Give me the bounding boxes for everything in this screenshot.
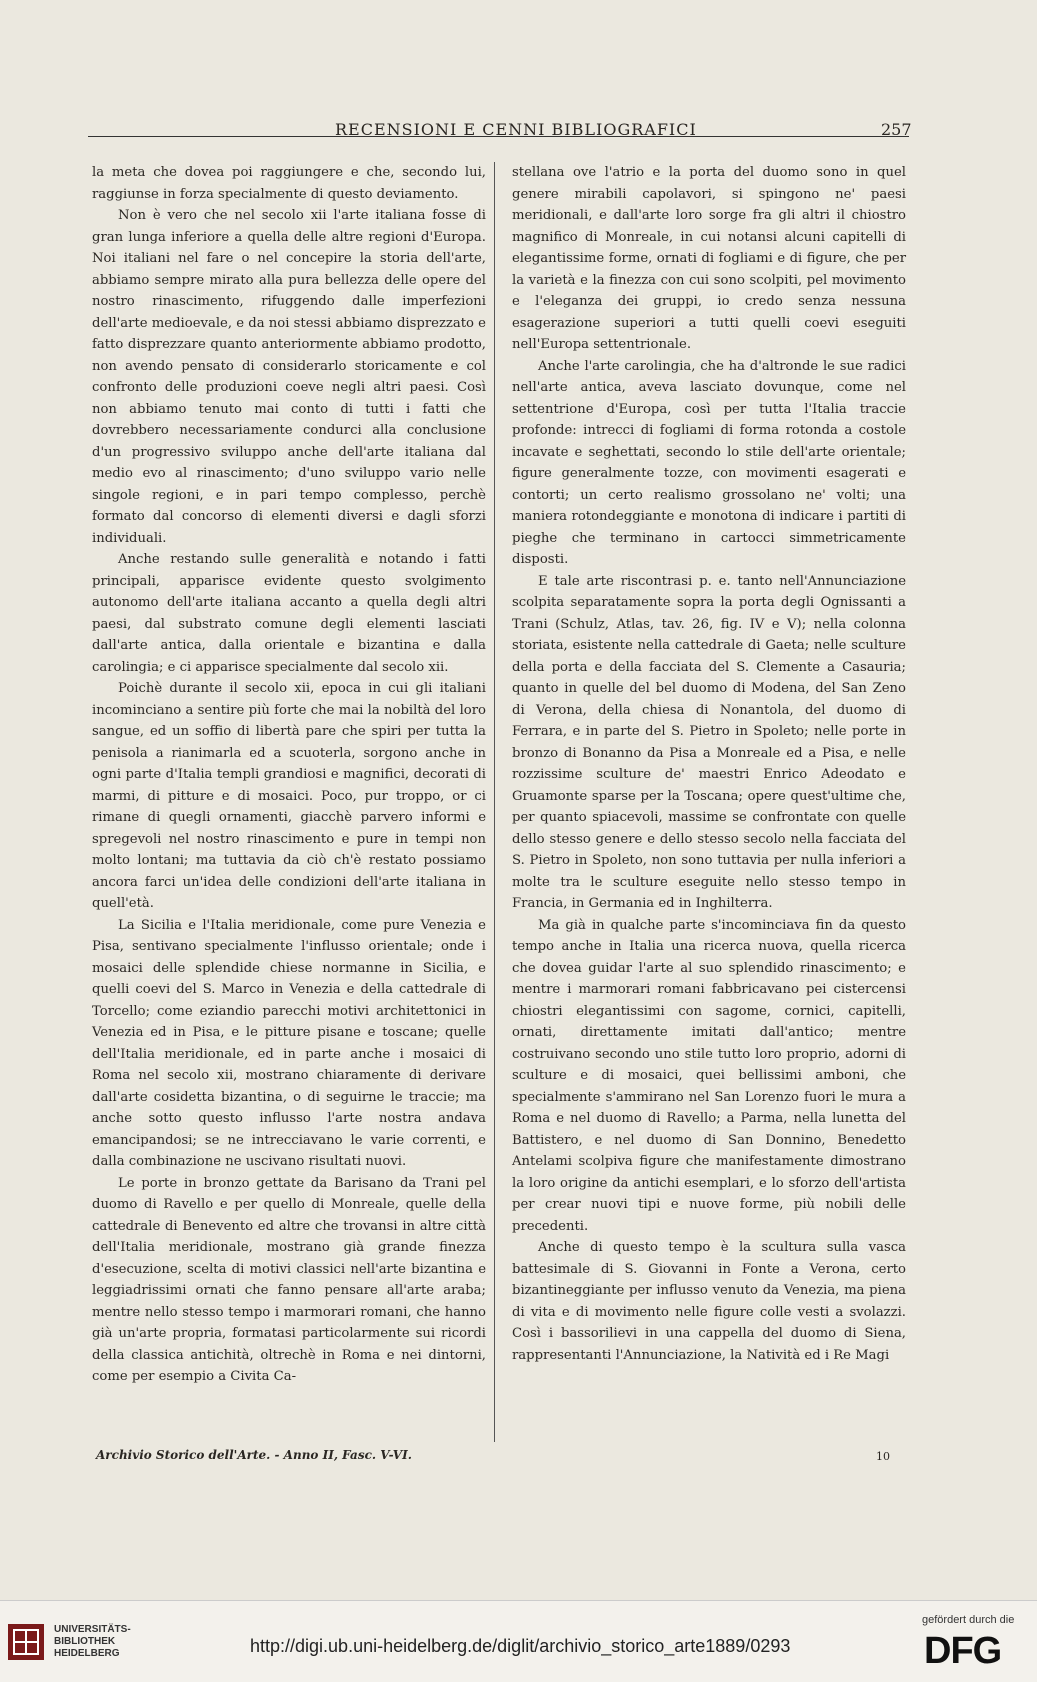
paragraph: Anche restando sulle generalità e notando i fatti principali, apparisce evidente questo svolgimento autonomo dell'arte italiana accanto a quella degli altri paesi, dal substrato comune degli elementi lasciati dall'arte antica, dalla orientale e bizantina e dalla carolingia; e ci apparisce specialmente dal secolo xii. xyxy=(92,552,486,675)
column-divider xyxy=(494,162,495,1442)
paragraph: E tale arte riscontrasi p. e. tanto nell'Annunciazione scolpita separatamente sopra la porta degli Ognissanti a Trani (Schulz, Atlas, tav. 26, fig. IV e V); nella colonna storiata, esistente nella cattedrale di Gaeta; nelle sculture della porta e della facciata del S. Clemente a Casauria; quanto in quelle del bel duomo di Modena, del San Zeno di Verona, della chiesa di Nonantola, del duomo di Ferrara, e in parte del S. Pietro in Spoleto; nelle porte in bronzo di Bonanno da Pisa a Monreale ed a Pisa, e nelle rozzissime sculture de' maestri Enrico Adeodato e Gruamonte sparse per la Toscana; opere quest'ultime che, per quanto spiacevoli, massime se confrontate con quelle dello stesso genere e dello stesso secolo nella facciata del S. Pietro in Spoleto, non sono tuttavia per nulla inferiori a molte tra le sculture eseguite nello stesso tempo in Francia, in Germania ed in Inghilterra. xyxy=(512,573,906,911)
left-column xyxy=(92,162,486,1388)
paragraph: la meta che dovea poi raggiungere e che, secondo lui, raggiunse in forza specialmente di questo deviamento. xyxy=(92,165,486,202)
footer-signature: 10 xyxy=(876,1450,890,1463)
paragraph: Ma già in qualche parte s'incominciava fin da questo tempo anche in Italia una ricerca nuova, quella ricerca che dovea guidar l'arte al suo splendido rinascimento; e mentre i marmorari romani fabbricavano pei cistercensi chiostri elegantissimi con sagome, cornici, capitelli, ornati, direttamente imitati dall'antico; mentre costruivano secondo uno stile tutto loro proprio, adorni di sculture e di mosaici, quei bellissimi amboni, che specialmente s'ammirano nel San Lorenzo fuori le mura a Roma e nel duomo di Ravello; a Parma, nella lunetta del Battistero, e nel duomo di San Donnino, Benedetto Antelami scolpiva figure che manifestamente dimostrano la loro origine da antichi esemplari, e lo sforzo dell'artista per crear nuovi tipi e nuove forme, più nobili delle precedenti. xyxy=(512,917,906,1234)
header-rule xyxy=(88,136,909,137)
funding-caption: gefördert durch die xyxy=(922,1614,1015,1626)
library-name: UNIVERSITÄTS- BIBLIOTHEK HEIDELBERG xyxy=(54,1624,131,1659)
paragraph: Anche di questo tempo è la scultura sulla vasca battesimale di S. Giovanni in Fonte a Verona, certo bizantineggiante per influsso venuto da Venezia, ma piena di vita e di movimento nelle figure colle vesti a svolazzi. Così i bassorilievi in una cappella del duomo di Siena, rappresentanti l'Annunciazione, la Natività ed i Re Magi xyxy=(512,1240,906,1363)
paragraph: Anche l'arte carolingia, che ha d'altronde le sue radici nell'arte antica, aveva lasciato dovunque, come nel settentrione d'Europa, così per tutta l'Italia traccie profonde: intrecci di fogliami di forma rotonda a costole incavate e seghettati, secondo lo stile dell'arte orientale; figure generalmente tozze, con movimenti esagerati e contorti; un certo realismo grossolano ne' volti; una maniera rotondeggiante e monotona di indicare i partiti di pieghe che terminano in cartocci simmetricamente disposti. xyxy=(512,358,906,567)
right-column xyxy=(512,162,906,1366)
paragraph: stellana ove l'atrio e la porta del duomo sono in quel genere mirabili capolavori, si spingono ne' paesi meridionali, e dall'arte loro sorge fra gli altri il chiostro magnifico di Monreale, in cui notansi alcuni capitelli di elegantissime forme, ornati di fogliami e di figure, che per la varietà e la finezza con cui sono scolpiti, pel movimento e l'eleganza dei gruppi, io credo senza nessuna esagerazione superiori a tutti quelli coevi eseguiti nell'Europa settentrionale. xyxy=(512,165,906,352)
footer-journal-title: Archivio Storico dell'Arte. - Anno II, Fasc. V-VI. xyxy=(96,1448,412,1462)
dfg-logo: DFG xyxy=(924,1630,1002,1672)
paragraph: Non è vero che nel secolo xii l'arte italiana fosse di gran lunga inferiore a quella delle altre regioni d'Europa. Noi italiani nel fare o nel concepire la storia dell'arte, abbiamo sempre mirato alla pura bellezza delle opere del nostro rinascimento, rifuggendo dalle imperfezioni dell'arte medioevale, e da noi stessi abbiamo disprezzato e fatto disprezzare quanto anteriormente abbiamo prodotto, non avendo pensato di considerarlo storicamente e col confronto delle produzioni coeve negli altri paesi. Così non abbiamo tenuto mai conto di tutti i fatti che dovrebbero necessariamente condurci alla conclusione d'un progressivo sviluppo anche dell'arte italiana dal medio evo al rinascimento; d'uno sviluppo vario nelle singole regioni, e in pari tempo complesso, perchè formato dal concorso di elementi diversi e dagli sforzi individuali. xyxy=(92,208,486,546)
university-seal-icon xyxy=(6,1622,46,1662)
paragraph: La Sicilia e l'Italia meridionale, come pure Venezia e Pisa, sentivano specialmente l'influsso orientale; onde i mosaici delle splendide chiese normanne in Sicilia, e quelli coevi del S. Marco in Venezia e della cattedrale di Torcello; come eziandio parecchi motivi architettonici in Venezia ed in Pisa, e le pitture pisane e toscane; quelle dell'Italia meridionale, ed in parte anche i mosaici di Roma nel secolo xii, mostrano chiaramente di derivare dall'arte cosidetta bizantina, o di seguirne le traccie; ma anche sotto questo influsso l'arte nostra andava emancipandosi; se ne intrecciavano le varie correnti, e dalla combinazione ne uscivano risultati nuovi. xyxy=(92,917,486,1169)
source-url-link[interactable]: http://digi.ub.uni-heidelberg.de/diglit/archivio_storico_arte1889/0293 xyxy=(250,1636,791,1656)
running-head: RECENSIONI E CENNI BIBLIOGRAFICI xyxy=(335,120,697,139)
paragraph: Poichè durante il secolo xii, epoca in cui gli italiani incominciano a sentire più forte che mai la nobiltà del loro sangue, ed un soffio di libertà pare che spiri per tutta la penisola a rianimarla ed a scuoterla, sorgono anche in ogni parte d'Italia templi grandiosi e magnifici, decorati di marmi, di pitture e di mosaici. Poco, pur troppo, or ci rimane di quegli ornamenti, giacchè parvero informi e spregevoli nel nostro rinascimento e pure in tempi non molto lontani; ma tuttavia da ciò ch'è restato possiamo ancora farci un'idea delle condizioni dell'arte italiana in quell'età. xyxy=(92,681,486,911)
page-number: 257 xyxy=(881,120,912,139)
paragraph: Le porte in bronzo gettate da Barisano da Trani pel duomo di Ravello e per quello di Monreale, quelle della cattedrale di Benevento ed altre che trovansi in altre città dell'Italia meridionale, mostrano già grande finezza d'esecuzione, scelta di motivi classici nell'arte bizantina e leggiadrissimi ornati che fanno pensare all'arte araba; mentre nello stesso tempo i marmorari romani, che hanno già un'arte propria, formatasi particolarmente sui ricordi della classica antichità, oltrechè in Roma e nei dintorni, come per esempio a Civita Ca- xyxy=(92,1175,486,1384)
